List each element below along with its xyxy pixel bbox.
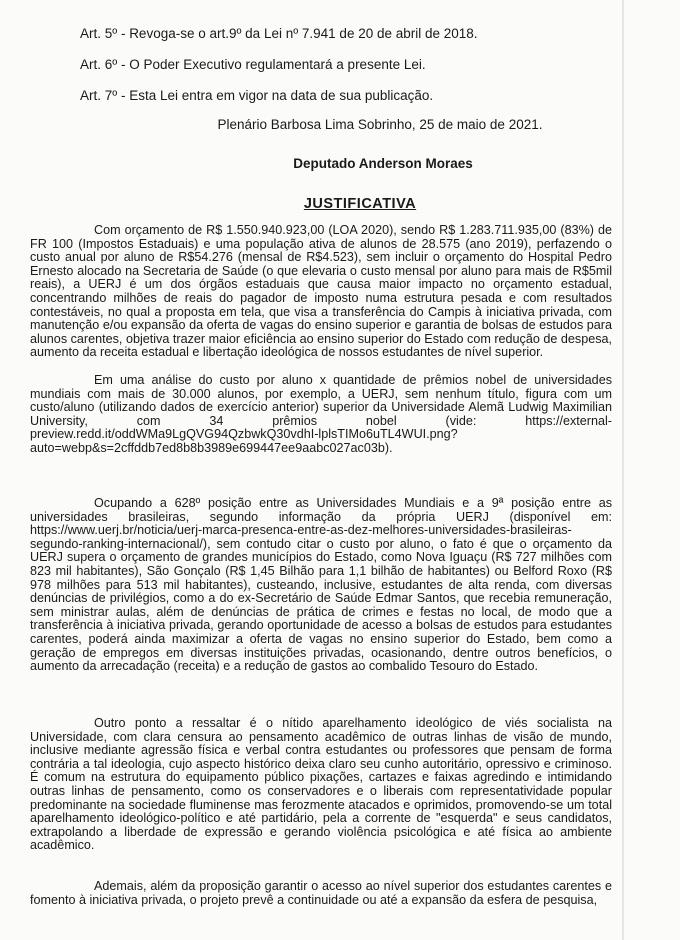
paragraph-text: Ocupando a 628º posição entre as Universidades Mundiais e a 9ª posição entre as universidades brasileiras, segundo informação da própria UERJ (disponível em: https://www.uerj.br/noticia/uerj-marca-presenca-entre-as-dez-melhores-universidades-brasileiras-segundo-ranking-internacional/), sem contudo citar o custo por aluno, o fato é que o orçamento da UERJ supera o orçamento de grandes municípios do Estado, como Nova Iguaçu (R$ 727 milhões com 823 mil habitantes), São Gonçalo (R$ 1,45 Bilhão para 1,1 bilhão de habitantes) ou Belford Roxo (R$ 978 milhões para 513 mil habitantes), custeando, inclusive, estudantes de alta renda, com diversas denúncias de privilégios, como a do ex-Secretário de Saúde Edmar Santos, que recebia remuneração, sem ministrar aulas, além de denúncias de prática de crimes e festas no local, de modo que a transferência à iniciativa privada, gerando oportunidade de acesso a bolsas de estudos para estudantes carentes, poderá ainda maximizar a oferta de vagas no ensino superior do Estado, bem como a geração de empregos em diversas instituições privadas, ocasionando, dentre outros benefícios, o aumento da arrecadação (receita) e a redução de gastos ao combalido Tesouro do Estado. xyxy=(30,496,612,674)
paragraph-text: Em uma análise do custo por aluno x quantidade de prêmios nobel de universidades mundiais com mais de 30.000 alunos, por exemplo, a UERJ, sem nenhum título, figura com um custo/aluno (utilizando dados de exercício anterior) superior da Universidade Alemã Ludwig Maximilian University, com 34 prêmios nobel (vide: https://external-preview.redd.it/oddWMa9LgQVG94QzbwkQ30vdhI-lplsTIMo6uTL4WUI.png?auto=webp&s=2cffddb7ed8b8b3989e699447ee9aabc027ac03b). xyxy=(30,373,612,455)
paragraph-3 xyxy=(30,497,612,674)
section-heading: JUSTIFICATIVA xyxy=(303,196,417,212)
paragraph-4 xyxy=(30,717,612,853)
paragraph-text: Outro ponto a ressaltar é o nítido aparelhamento ideológico de viés socialista na Universidade, com clara censura ao pensamento acadêmico de outras linhas de visão de mundo, inclusive mediante agressão física e verbal contra estudantes ou professores que pensam de forma contrária a tal ideologia, cujo aspecto histórico deixa claro seu cunho autoritário, opressivo e criminoso. É comum na estrutura do equipamento público pixações, cartazes e faixas agredindo e intimidando outras linhas de pensamento, como os conservadores e o liberais com representatividade popular predominante na sociedade fluminense mas ferozmente atacados e oprimidos, promovendo-se um total aparelhamento ideológico-político e até partidário, pela a corrente de "esquerda" e seus candidatos, extrapolando a liberdade de expressão e gerando violência psicológica e até física ao ambiente acadêmico. xyxy=(30,716,612,853)
scan-shadow xyxy=(622,0,624,940)
paragraph-1 xyxy=(30,224,612,360)
signature: Deputado Anderson Moraes xyxy=(293,156,473,171)
paragraph-5 xyxy=(30,880,612,907)
article-5: Art. 5º - Revoga-se o art.9º da Lei nº 7.941 de 20 de abril de 2018. xyxy=(80,26,478,41)
article-6: Art. 6º - O Poder Executivo regulamentará a presente Lei. xyxy=(80,57,426,72)
article-7: Art. 7º - Esta Lei entra em vigor na data de sua publicação. xyxy=(80,88,434,103)
paragraph-text: Ademais, além da proposição garantir o acesso ao nível superior dos estudantes carentes e fomento à iniciativa privada, o projeto prevê a continuidade ou até a expansão da esfera de pesquisa, xyxy=(30,879,612,907)
place-date: Plenário Barbosa Lima Sobrinho, 25 de maio de 2021. xyxy=(217,117,543,132)
paragraph-2 xyxy=(30,374,612,456)
paragraph-text: Com orçamento de R$ 1.550.940.923,00 (LOA 2020), sendo R$ 1.283.711.935,00 (83%) de FR 100 (Impostos Estaduais) e uma população ativa de alunos de 28.575 (ano 2019), perfazendo o custo anual por aluno de R$54.276 (mensal de R$4.523), sem incluir o orçamento do Hospital Pedro Ernesto alocado na Secretaria de Saúde (o que elevaria o custo mensal por aluno para mais de R$5mil reais), a UERJ é um dos órgãos estaduais que causa maior impacto no orçamento estadual, concentrando milhões de reais do pagador de imposto numa estrutura pesada e com resultados contestáveis, no qual a proposta em tela, que visa a transferência do Campis à iniciativa privada, com manutenção e/ou expansão da oferta de vagas do ensino superior e garantia de bolsas de estudos para alunos carentes, objetiva trazer maior eficiência ao ensino superior do Estado com redução de despesa, aumento da receita estadual e libertação ideológica de nossos estudantes de nível superior. xyxy=(30,223,612,360)
